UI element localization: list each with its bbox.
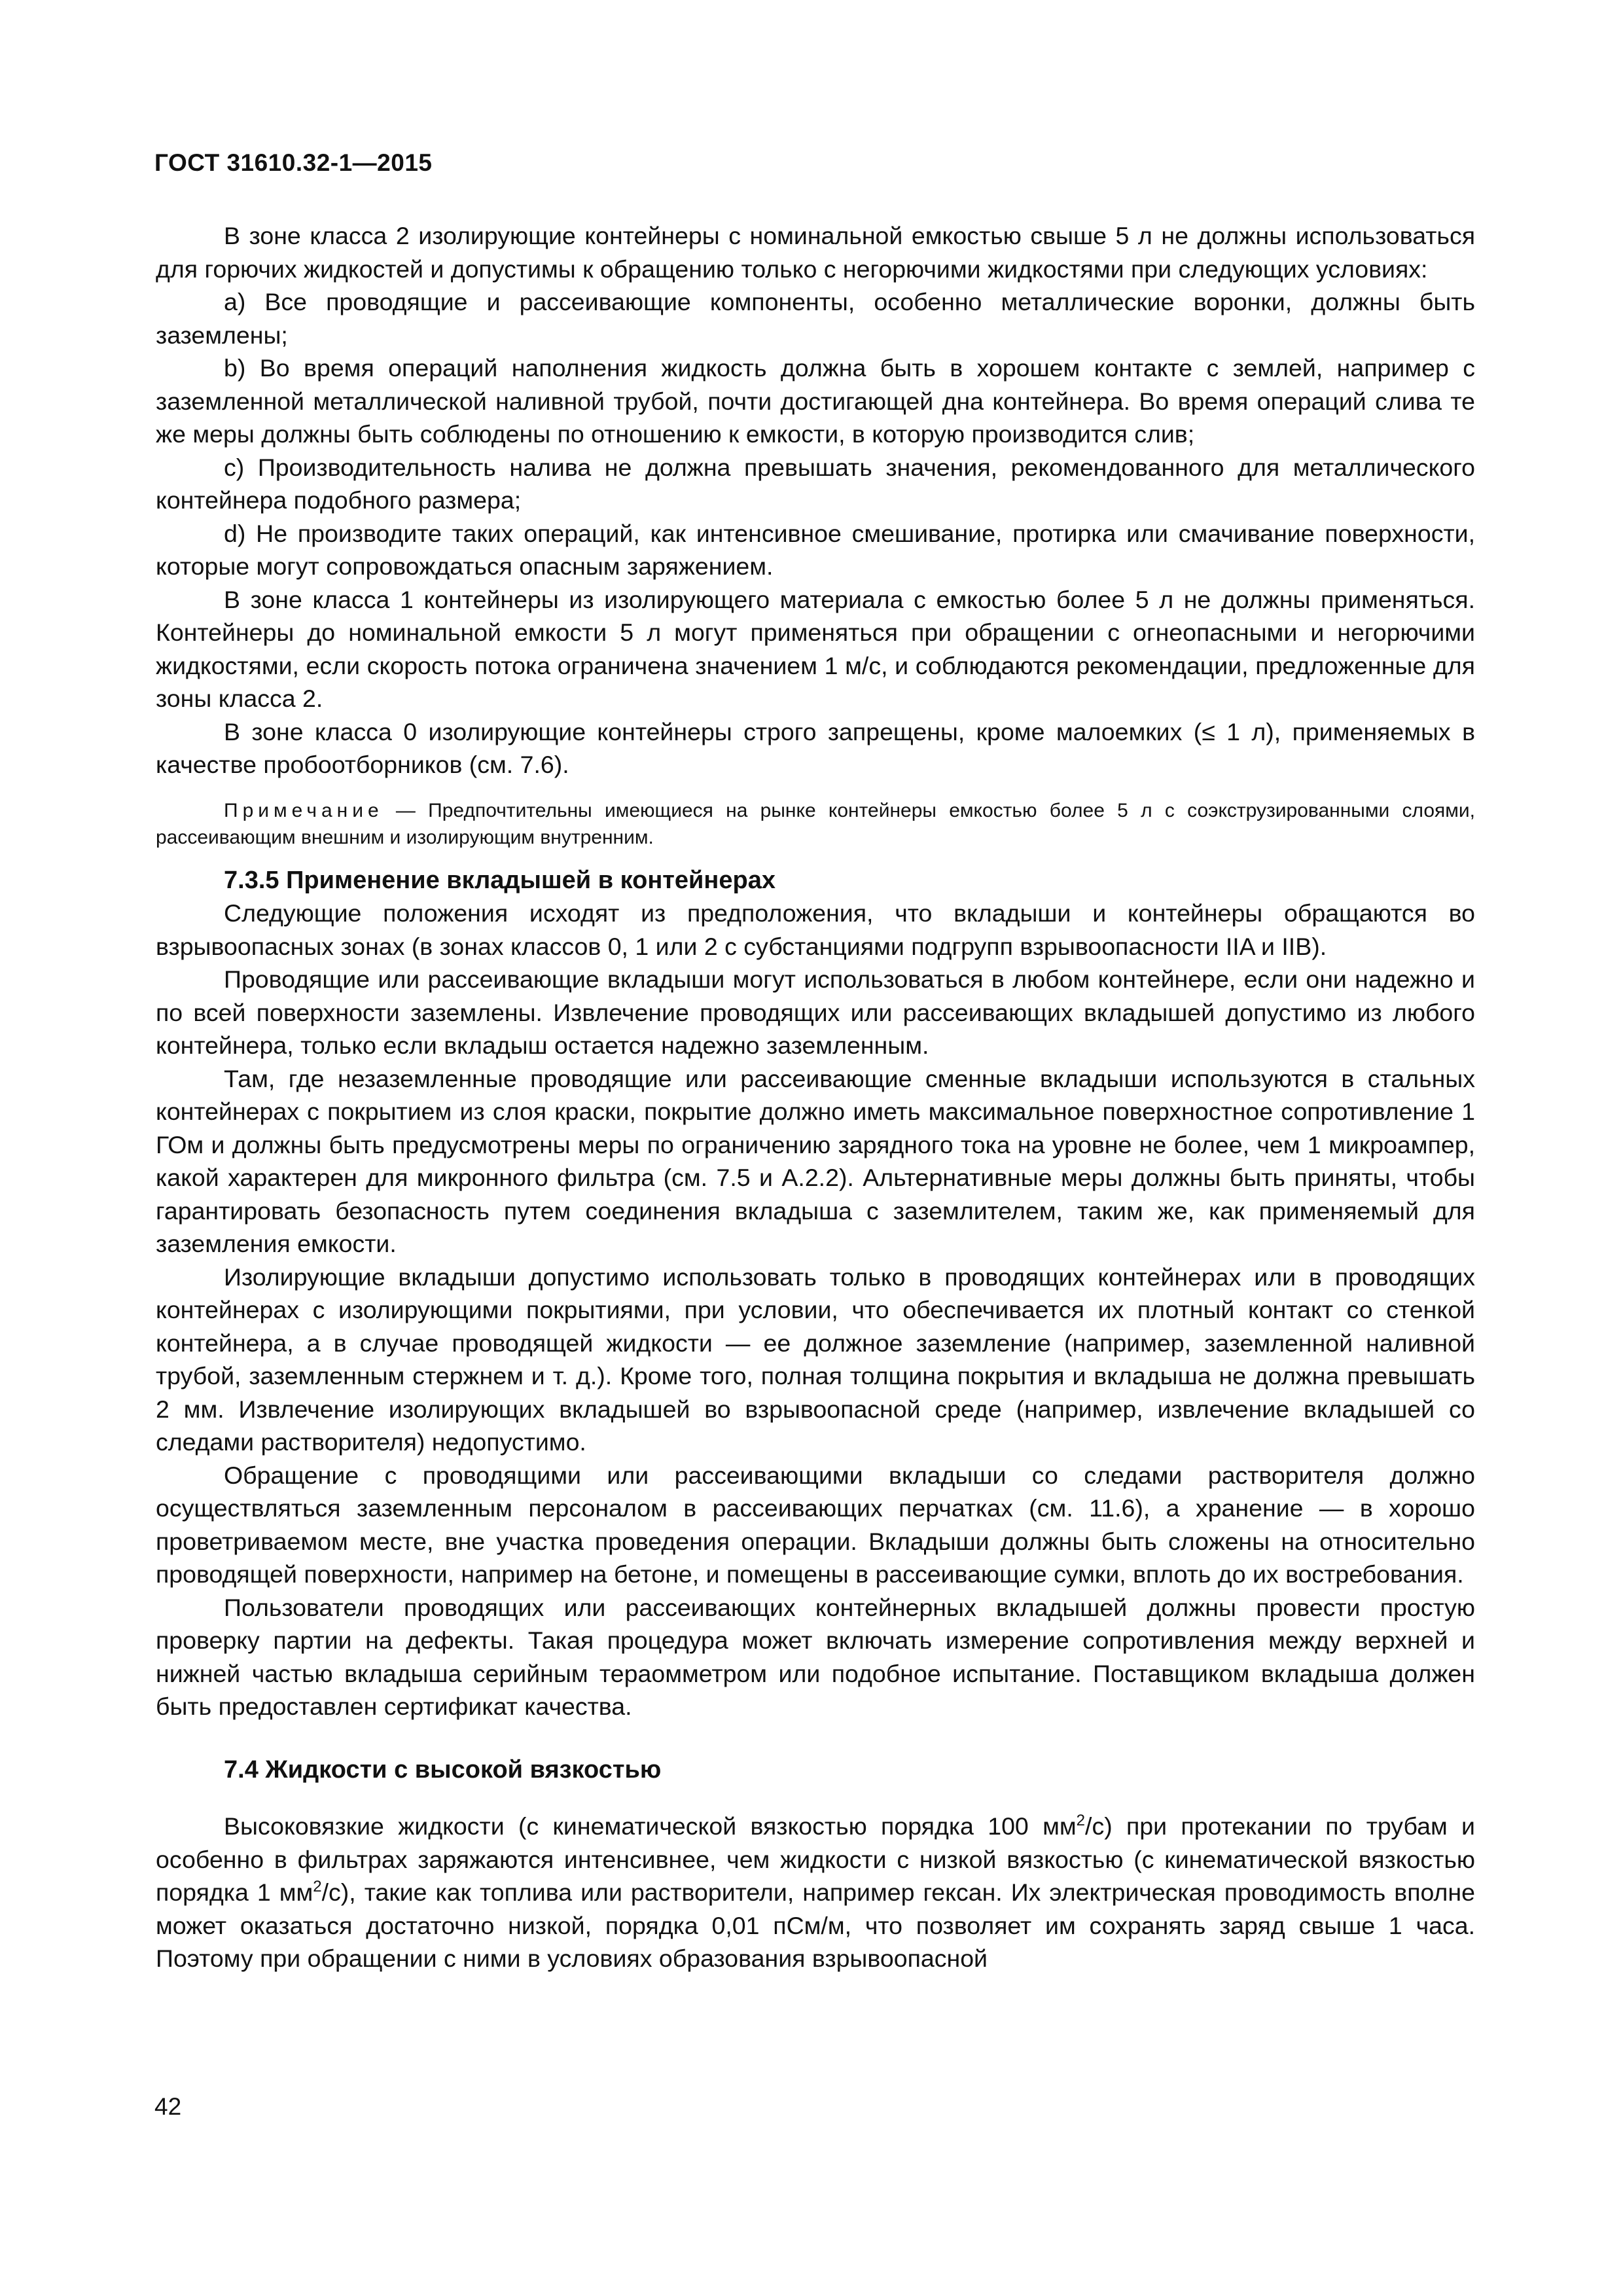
superscript: 2 bbox=[313, 1878, 322, 1895]
section-title-7-3-5: 7.3.5 Применение вкладышей в контейнерах bbox=[224, 866, 776, 894]
paragraph: Проводящие или рассеивающие вкладыши могут использоваться в любом контейнере, если они надежно и по всей поверхности заземлены. Извлечение проводящих или рассеивающих вкладышей допустимо из любого контейнера, только если вкладыш остается надежно заземленным. bbox=[156, 965, 1475, 1059]
text-run: Высоковязкие жидкости (с кинематической вязкостью порядка 100 мм bbox=[224, 1812, 1077, 1840]
paragraph: Следующие положения исходят из предположения, что вкладыши и контейнеры обращаются во взрывоопасных зонах (в зонах классов 0, 1 или 2 с субстанциями подгрупп взрывоопасности IIA и IIB). bbox=[156, 899, 1475, 960]
paragraph bbox=[156, 1810, 1475, 1975]
list-item-c: c) Производительность налива не должна превышать значения, рекомендованного для металлического контейнера подобного размера; bbox=[156, 453, 1475, 514]
list-item-d: d) Не производите таких операций, как интенсивное смешивание, протирка или смачивание поверхности, которые могут сопровождаться опасным заряжением. bbox=[156, 519, 1475, 580]
text-run: /с), такие как топлива или растворители, например гексан. Их электрическая проводимость вполне может оказаться достаточно низкой, порядка 0,01 пСм/м, что позволяет им сохранять заряд свыше 1 часа. Поэтому при обращении с ними в условиях образования взрывоопасной bbox=[156, 1878, 1475, 1972]
paragraph: В зоне класса 1 контейнеры из изолирующего материала с емкостью более 5 л не должны применяться. Контейнеры до номинальной емкости 5 л могут применяться при обращении с огнеопасными и негорючими жидкостями, если скорость потока ограничена значением 1 м/с, и соблюдаются рекомендации, предложенные для зоны класса 2. bbox=[156, 585, 1475, 712]
text-run: /с) при протекании по трубам и особенно в фильтрах заряжаются интенсивнее, чем жидкости с низкой вязкостью (с кинематической вязкостью порядка 1 мм bbox=[156, 1812, 1475, 1906]
paragraph: Там, где незаземленные проводящие или рассеивающие сменные вкладыши используются в стальных контейнерах с покрытием из слоя краски, покрытие должно иметь максимальное поверхностное сопротивление 1 ГОм и должны быть предусмотрены меры по ограничению зарядного тока на уровне не более, чем 1 микроампер, какой характерен для микронного фильтра (см. 7.5 и А.2.2). Альтернативные меры должны быть приняты, чтобы гарантировать безопасность путем соединения вкладыша с заземлителем, таким же, как применяемый для заземления емкости. bbox=[156, 1064, 1475, 1257]
note bbox=[156, 797, 1475, 851]
note-label: Примечание bbox=[224, 799, 383, 821]
list-item-b: b) Во время операций наполнения жидкость должна быть в хорошем контакте с землей, например с заземленной металлической наливной трубой, почти достигающей дна контейнера. Во время операций слива те же меры должны быть соблюдены по отношению к емкости, в которую производится слив; bbox=[156, 354, 1475, 448]
section-title-7-4: 7.4 Жидкости с высокой вязкостью bbox=[224, 1755, 662, 1784]
note-text: — Предпочтительны имеющиеся на рынке контейнеры емкостью более 5 л с соэкструзированными слоями, рассеивающим внешним и изолирующим внутренним. bbox=[156, 799, 1475, 848]
paragraph: Пользователи проводящих или рассеивающих контейнерных вкладышей должны провести простую проверку партии на дефекты. Такая процедура может включать измерение сопротивления между верхней и нижней частью вкладыша серийным тераомметром или подобное испытание. Поставщиком вкладыша должен быть предоставлен сертификат качества. bbox=[156, 1593, 1475, 1720]
standard-header: ГОСТ 31610.32-1—2015 bbox=[154, 149, 433, 176]
page-content bbox=[156, 219, 1475, 1975]
paragraph: В зоне класса 0 изолирующие контейнеры строго запрещены, кроме малоемких (≤ 1 л), применяемых в качестве пробоотборников (см. 7.6). bbox=[156, 717, 1475, 778]
superscript: 2 bbox=[1076, 1812, 1086, 1829]
paragraph: В зоне класса 2 изолирующие контейнеры с номинальной емкостью свыше 5 л не должны использоваться для горючих жидкостей и допустимы к обращению только с негорючими жидкостями при следующих условиях: bbox=[156, 222, 1475, 283]
page-number: 42 bbox=[154, 2093, 182, 2120]
paragraph: Обращение с проводящими или рассеивающими вкладыши со следами растворителя должно осуществляться заземленным персоналом в рассеивающих перчатках (см. 11.6), а хранение — в хорошо проветриваемом месте, вне участка проведения операции. Вкладыши должны быть сложены на относительно проводящей поверхности, например на бетоне, и помещены в рассеивающие сумки, вплоть до их востребования. bbox=[156, 1461, 1475, 1588]
list-item-a: a) Все проводящие и рассеивающие компоненты, особенно металлические воронки, должны быть заземлены; bbox=[156, 288, 1475, 349]
paragraph: Изолирующие вкладыши допустимо использовать только в проводящих контейнерах или в проводящих контейнерах с изолирующими покрытиями, при условии, что обеспечивается их плотный контакт со стенкой контейнера, а в случае проводящей жидкости — ее должное заземление (например, заземленной наливной трубой, заземленным стержнем и т. д.). Кроме того, полная толщина покрытия и вкладыша не должна превышать 2 мм. Извлечение изолирующих вкладышей во взрывоопасной среде (например, извлечение вкладышей со следами растворителя) недопустимо. bbox=[156, 1263, 1475, 1456]
